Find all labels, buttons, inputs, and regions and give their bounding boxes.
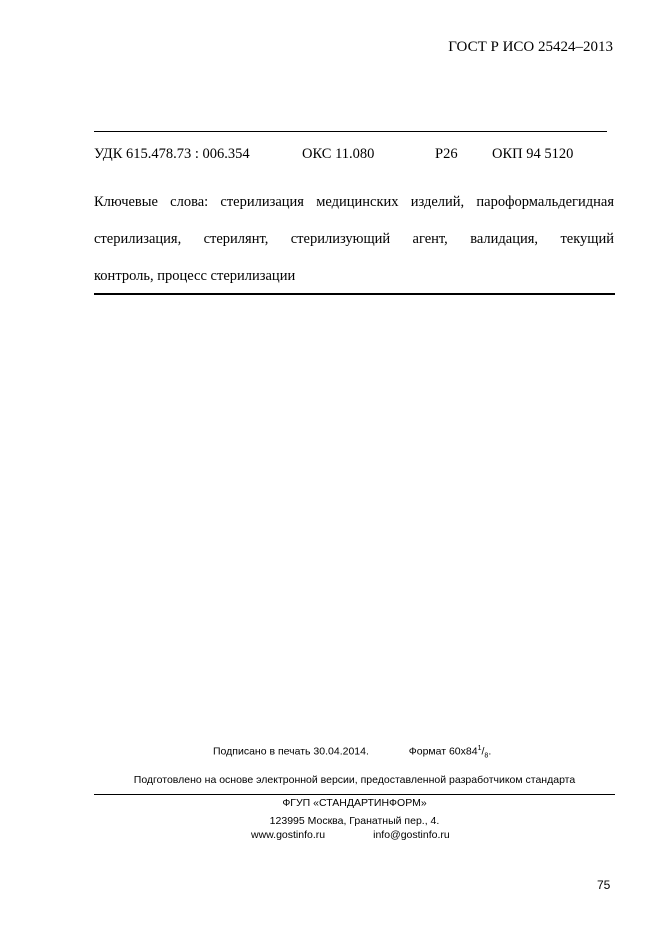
email-link[interactable]: info@gostinfo.ru bbox=[373, 829, 450, 841]
r-code: Р26 bbox=[435, 146, 458, 162]
top-divider bbox=[94, 131, 607, 132]
contact-line bbox=[251, 829, 450, 841]
signed-date: Подписано в печать 30.04.2014. bbox=[213, 745, 369, 758]
thick-divider bbox=[94, 293, 615, 295]
prepared-note: Подготовлено на основе электронной версии, предоставленной разработчиком стандарта bbox=[133, 774, 576, 786]
keywords-block bbox=[94, 184, 614, 295]
classification-line bbox=[94, 146, 614, 164]
format-end: . bbox=[488, 745, 492, 758]
okp-code: ОКП 94 5120 bbox=[492, 146, 574, 162]
page-number: 75 bbox=[597, 878, 611, 892]
udk-code: УДК 615.478.73 : 006.354 bbox=[94, 146, 250, 162]
oks-code: ОКС 11.080 bbox=[302, 146, 375, 162]
print-signed-line: Подписано в печать 30.04.2014. Формат $60x84^1/_8$. bbox=[213, 745, 492, 760]
format-label: Формат 60x84 bbox=[408, 745, 478, 758]
keywords-line-1: Ключевые слова: стерилизация медицинских изделий, пароформальдегидная bbox=[94, 194, 614, 210]
standard-code: ГОСТ Р ИСО 25424–2013 bbox=[448, 39, 613, 55]
imprint-divider bbox=[94, 794, 615, 795]
format-sub: 8 bbox=[484, 752, 489, 760]
keywords-line-2: стерилизация, стерилянт, стерилизующий агент, валидация, текущий bbox=[94, 231, 614, 247]
keywords-line-3: контроль, процесс стерилизации bbox=[94, 268, 296, 284]
publisher-address: 123995 Москва, Гранатный пер., 4. bbox=[269, 815, 440, 827]
format-sup: 1 bbox=[477, 745, 482, 752]
website-link[interactable]: www.gostinfo.ru bbox=[251, 829, 326, 841]
publisher-name: ФГУП «СТАНДАРТИНФОРМ» bbox=[282, 797, 427, 809]
